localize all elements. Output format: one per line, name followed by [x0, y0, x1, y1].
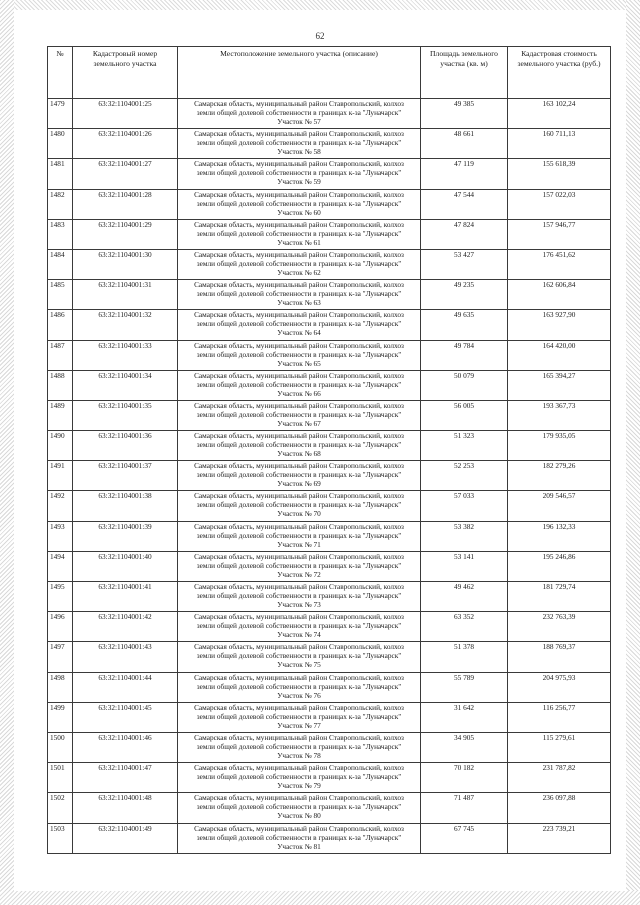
table-row	[48, 793, 611, 823]
cadastral-number: 63:32:1104001:39	[73, 521, 178, 551]
location-line-plot: Участок № 71	[277, 539, 321, 549]
table-row	[48, 249, 611, 279]
location-line-plot: Участок № 60	[277, 207, 321, 217]
table-row	[48, 763, 611, 793]
location-line-region: Самарская область, муниципальный район Ставропольский, колхоз	[194, 642, 404, 652]
row-number: 1482	[48, 189, 73, 219]
plot-area: 47 119	[421, 159, 508, 189]
plot-area: 52 253	[421, 461, 508, 491]
location-line-region: Самарская область, муниципальный район Ставропольский, колхоз	[194, 400, 404, 410]
location-line-ownership: земли общей долевой собственности в границах к-за "Луначарск"	[196, 108, 402, 117]
location-line-region: Самарская область, муниципальный район Ставропольский, колхоз	[194, 280, 404, 290]
table-row	[48, 461, 611, 491]
location-line-ownership: земли общей долевой собственности в границах к-за "Луначарск"	[196, 470, 402, 480]
cadastral-number: 63:32:1104001:49	[73, 823, 178, 853]
location-line-region: Самарская область, муниципальный район Ставропольский, колхоз	[194, 431, 404, 441]
row-number: 1491	[48, 461, 73, 491]
cadastral-number: 63:32:1104001:29	[73, 219, 178, 249]
location-line-region: Самарская область, муниципальный район Ставропольский, колхоз	[194, 99, 404, 108]
location-line-region: Самарская область, муниципальный район Ставропольский, колхоз	[194, 702, 404, 712]
location-description	[178, 793, 421, 823]
cadastral-cost: 188 769,37	[508, 642, 611, 672]
location-description	[178, 582, 421, 612]
cadastral-cost: 196 132,33	[508, 521, 611, 551]
location-line-ownership: земли общей долевой собственности в границах к-за "Луначарск"	[196, 349, 402, 359]
header-area: Площадь земельного участка (кв. м)	[421, 47, 508, 99]
cadastral-number: 63:32:1104001:28	[73, 189, 178, 219]
plot-area: 49 235	[421, 280, 508, 310]
plot-area: 53 427	[421, 249, 508, 279]
location-description	[178, 702, 421, 732]
plot-area: 49 462	[421, 582, 508, 612]
row-number: 1480	[48, 129, 73, 159]
cadastral-number: 63:32:1104001:47	[73, 763, 178, 793]
location-line-plot: Участок № 73	[277, 600, 321, 609]
location-line-region: Самарская область, муниципальный район Ставропольский, колхоз	[194, 219, 404, 229]
cadastral-cost: 223 739,21	[508, 823, 611, 853]
plot-area: 53 141	[421, 551, 508, 581]
cadastral-cost: 195 246,86	[508, 551, 611, 581]
location-line-ownership: земли общей долевой собственности в границах к-за "Луначарск"	[196, 741, 402, 751]
plot-area: 48 661	[421, 129, 508, 159]
table-row	[48, 99, 611, 129]
cadastral-number: 63:32:1104001:35	[73, 400, 178, 430]
table-row	[48, 400, 611, 430]
location-line-ownership: земли общей долевой собственности в границах к-за "Луначарск"	[196, 591, 402, 600]
location-description	[178, 370, 421, 400]
row-number: 1495	[48, 582, 73, 612]
location-description	[178, 763, 421, 793]
table-row	[48, 189, 611, 219]
cadastral-cost: 176 451,62	[508, 249, 611, 279]
cadastral-cost: 181 729,74	[508, 582, 611, 612]
plot-area: 70 182	[421, 763, 508, 793]
table-row	[48, 612, 611, 642]
cadastral-cost: 160 711,13	[508, 129, 611, 159]
location-line-ownership: земли общей долевой собственности в границах к-за "Луначарск"	[196, 258, 402, 268]
location-line-ownership: земли общей долевой собственности в границах к-за "Луначарск"	[196, 500, 402, 510]
location-description	[178, 159, 421, 189]
table-row	[48, 551, 611, 581]
cadastral-number: 63:32:1104001:46	[73, 732, 178, 762]
cadastral-number: 63:32:1104001:44	[73, 672, 178, 702]
location-description	[178, 732, 421, 762]
location-line-ownership: земли общей долевой собственности в границах к-за "Луначарск"	[196, 681, 402, 691]
plot-area: 34 905	[421, 732, 508, 762]
row-number: 1500	[48, 732, 73, 762]
row-number: 1496	[48, 612, 73, 642]
plot-area: 71 487	[421, 793, 508, 823]
cadastral-number: 63:32:1104001:42	[73, 612, 178, 642]
land-plots-table	[47, 46, 611, 854]
location-description	[178, 672, 421, 702]
location-description	[178, 551, 421, 581]
location-description	[178, 400, 421, 430]
location-description	[178, 219, 421, 249]
table-row	[48, 823, 611, 853]
location-description	[178, 310, 421, 340]
location-line-plot: Участок № 61	[277, 237, 321, 247]
location-line-region: Самарская область, муниципальный район Ставропольский, колхоз	[194, 732, 404, 742]
row-number: 1501	[48, 763, 73, 793]
location-line-ownership: земли общей долевой собственности в границах к-за "Луначарск"	[196, 621, 402, 631]
location-description	[178, 189, 421, 219]
location-line-plot: Участок № 77	[277, 720, 321, 730]
cadastral-cost: 163 102,24	[508, 99, 611, 129]
row-number: 1485	[48, 280, 73, 310]
row-number: 1483	[48, 219, 73, 249]
location-description	[178, 99, 421, 129]
cadastral-cost: 164 420,00	[508, 340, 611, 370]
location-line-ownership: земли общей долевой собственности в границах к-за "Луначарск"	[196, 409, 402, 419]
row-number: 1487	[48, 340, 73, 370]
location-line-plot: Участок № 69	[277, 479, 321, 489]
cadastral-cost: 232 763,39	[508, 612, 611, 642]
cadastral-number: 63:32:1104001:38	[73, 491, 178, 521]
location-line-region: Самарская область, муниципальный район Ставропольский, колхоз	[194, 672, 404, 682]
row-number: 1497	[48, 642, 73, 672]
location-line-region: Самарская область, муниципальный район Ставропольский, колхоз	[194, 823, 404, 833]
header-cadastral-cost: Кадастровая стоимость земельного участка (руб.)	[508, 47, 611, 99]
plot-area: 47 824	[421, 219, 508, 249]
location-line-plot: Участок № 76	[277, 690, 321, 700]
cadastral-cost: 157 946,77	[508, 219, 611, 249]
table-row	[48, 310, 611, 340]
cadastral-number: 63:32:1104001:25	[73, 99, 178, 129]
scan-noise-left	[0, 0, 14, 905]
table-row	[48, 129, 611, 159]
location-line-region: Самарская область, муниципальный район Ставропольский, колхоз	[194, 763, 404, 773]
location-line-ownership: земли общей долевой собственности в границах к-за "Луначарск"	[196, 319, 402, 329]
row-number: 1481	[48, 159, 73, 189]
location-line-region: Самарская область, муниципальный район Ставропольский, колхоз	[194, 159, 404, 169]
location-line-region: Самарская область, муниципальный район Ставропольский, колхоз	[194, 461, 404, 471]
location-line-ownership: земли общей долевой собственности в границах к-за "Луначарск"	[196, 198, 402, 208]
cadastral-number: 63:32:1104001:48	[73, 793, 178, 823]
table-row	[48, 702, 611, 732]
location-line-ownership: земли общей долевой собственности в границах к-за "Луначарск"	[196, 651, 402, 661]
cadastral-cost: 165 394,27	[508, 370, 611, 400]
row-number: 1493	[48, 521, 73, 551]
location-line-plot: Участок № 65	[277, 358, 321, 368]
row-number: 1490	[48, 431, 73, 461]
plot-area: 49 385	[421, 99, 508, 129]
location-line-region: Самарская область, муниципальный район Ставропольский, колхоз	[194, 491, 404, 501]
table-row	[48, 280, 611, 310]
table-row	[48, 159, 611, 189]
page-number: 62	[315, 31, 325, 41]
location-description	[178, 129, 421, 159]
table-row	[48, 431, 611, 461]
row-number: 1503	[48, 823, 73, 853]
scan-noise-top	[0, 0, 640, 10]
location-line-region: Самарская область, муниципальный район Ставропольский, колхоз	[194, 370, 404, 380]
location-line-plot: Участок № 72	[277, 569, 321, 579]
location-line-plot: Участок № 59	[277, 177, 321, 187]
location-line-ownership: земли общей долевой собственности в границах к-за "Луначарск"	[196, 772, 402, 782]
cadastral-number: 63:32:1104001:40	[73, 551, 178, 581]
location-line-region: Самарская область, муниципальный район Ставропольский, колхоз	[194, 310, 404, 320]
location-line-plot: Участок № 64	[277, 328, 321, 338]
location-description	[178, 612, 421, 642]
plot-area: 55 789	[421, 672, 508, 702]
location-line-plot: Участок № 79	[277, 781, 321, 791]
location-line-ownership: земли общей долевой собственности в границах к-за "Луначарск"	[196, 440, 402, 450]
plot-area: 51 323	[421, 431, 508, 461]
cadastral-cost: 162 606,84	[508, 280, 611, 310]
plot-area: 49 635	[421, 310, 508, 340]
table-row	[48, 732, 611, 762]
cadastral-number: 63:32:1104001:37	[73, 461, 178, 491]
location-description	[178, 491, 421, 521]
cadastral-cost: 155 618,39	[508, 159, 611, 189]
row-number: 1488	[48, 370, 73, 400]
location-description	[178, 249, 421, 279]
cadastral-cost: 236 097,88	[508, 793, 611, 823]
row-number: 1502	[48, 793, 73, 823]
plot-area: 49 784	[421, 340, 508, 370]
location-description	[178, 340, 421, 370]
location-line-region: Самарская область, муниципальный район Ставропольский, колхоз	[194, 521, 404, 531]
cadastral-cost: 116 256,77	[508, 702, 611, 732]
location-line-ownership: земли общей долевой собственности в границах к-за "Луначарск"	[196, 711, 402, 721]
table-body	[48, 99, 611, 854]
location-line-ownership: земли общей долевой собственности в границах к-за "Луначарск"	[196, 228, 402, 238]
row-number: 1499	[48, 702, 73, 732]
plot-area: 63 352	[421, 612, 508, 642]
location-description	[178, 461, 421, 491]
plot-area: 56 005	[421, 400, 508, 430]
table-row	[48, 582, 611, 612]
table-row	[48, 340, 611, 370]
table-row	[48, 642, 611, 672]
table-row	[48, 521, 611, 551]
location-description	[178, 642, 421, 672]
location-line-plot: Участок № 58	[277, 147, 321, 157]
cadastral-number: 63:32:1104001:26	[73, 129, 178, 159]
header-cadastral-number: Кадастровый номер земельного участка	[73, 47, 178, 99]
location-line-plot: Участок № 67	[277, 418, 321, 428]
location-line-plot: Участок № 63	[277, 298, 321, 308]
cadastral-number: 63:32:1104001:27	[73, 159, 178, 189]
location-line-region: Самарская область, муниципальный район Ставропольский, колхоз	[194, 793, 404, 803]
plot-area: 31 642	[421, 702, 508, 732]
table-row	[48, 491, 611, 521]
table-row	[48, 219, 611, 249]
cadastral-number: 63:32:1104001:31	[73, 280, 178, 310]
cadastral-number: 63:32:1104001:34	[73, 370, 178, 400]
location-line-ownership: земли общей долевой собственности в границах к-за "Луначарск"	[196, 560, 402, 570]
cadastral-number: 63:32:1104001:32	[73, 310, 178, 340]
location-line-region: Самарская область, муниципальный район Ставропольский, колхоз	[194, 189, 404, 199]
location-line-plot: Участок № 70	[277, 509, 321, 519]
cadastral-number: 63:32:1104001:36	[73, 431, 178, 461]
location-line-plot: Участок № 62	[277, 267, 321, 277]
cadastral-number: 63:32:1104001:45	[73, 702, 178, 732]
cadastral-cost: 193 367,73	[508, 400, 611, 430]
header-location: Местоположение земельного участка (описание)	[178, 47, 421, 99]
row-number: 1492	[48, 491, 73, 521]
cadastral-cost: 231 787,82	[508, 763, 611, 793]
table-row	[48, 370, 611, 400]
cadastral-number: 63:32:1104001:30	[73, 249, 178, 279]
location-line-region: Самарская область, муниципальный район Ставропольский, колхоз	[194, 249, 404, 259]
location-line-region: Самарская область, муниципальный район Ставропольский, колхоз	[194, 582, 404, 591]
location-line-ownership: земли общей долевой собственности в границах к-за "Луначарск"	[196, 168, 402, 178]
row-number: 1494	[48, 551, 73, 581]
table-row	[48, 672, 611, 702]
row-number: 1489	[48, 400, 73, 430]
table-header-row	[48, 47, 611, 99]
location-line-ownership: земли общей долевой собственности в границах к-за "Луначарск"	[196, 138, 402, 148]
location-description	[178, 823, 421, 853]
location-description	[178, 521, 421, 551]
plot-area: 50 079	[421, 370, 508, 400]
location-line-region: Самарская область, муниципальный район Ставропольский, колхоз	[194, 551, 404, 561]
cadastral-cost: 209 546,57	[508, 491, 611, 521]
header-number: №	[48, 47, 73, 99]
row-number: 1484	[48, 249, 73, 279]
location-line-plot: Участок № 75	[277, 660, 321, 670]
cadastral-number: 63:32:1104001:33	[73, 340, 178, 370]
location-line-ownership: земли общей долевой собственности в границах к-за "Луначарск"	[196, 802, 402, 812]
cadastral-cost: 204 975,93	[508, 672, 611, 702]
row-number: 1479	[48, 99, 73, 129]
location-line-ownership: земли общей долевой собственности в границах к-за "Луначарск"	[196, 832, 402, 842]
location-line-region: Самарская область, муниципальный район Ставропольский, колхоз	[194, 340, 404, 350]
location-line-plot: Участок № 78	[277, 750, 321, 760]
plot-area: 57 033	[421, 491, 508, 521]
cadastral-number: 63:32:1104001:41	[73, 582, 178, 612]
location-line-plot: Участок № 81	[277, 841, 321, 851]
plot-area: 47 544	[421, 189, 508, 219]
row-number: 1498	[48, 672, 73, 702]
plot-area: 53 382	[421, 521, 508, 551]
cadastral-number: 63:32:1104001:43	[73, 642, 178, 672]
location-line-ownership: земли общей долевой собственности в границах к-за "Луначарск"	[196, 530, 402, 540]
plot-area: 67 745	[421, 823, 508, 853]
location-description	[178, 280, 421, 310]
location-line-ownership: земли общей долевой собственности в границах к-за "Луначарск"	[196, 289, 402, 299]
location-line-plot: Участок № 74	[277, 630, 321, 640]
row-number: 1486	[48, 310, 73, 340]
cadastral-cost: 163 927,90	[508, 310, 611, 340]
location-line-plot: Участок № 68	[277, 449, 321, 459]
location-line-region: Самарская область, муниципальный район Ставропольский, колхоз	[194, 129, 404, 139]
location-line-plot: Участок № 57	[277, 117, 321, 126]
location-line-plot: Участок № 80	[277, 811, 321, 821]
scan-noise-right	[626, 0, 640, 905]
cadastral-cost: 182 279,26	[508, 461, 611, 491]
location-line-plot: Участок № 66	[277, 388, 321, 398]
plot-area: 51 378	[421, 642, 508, 672]
location-line-region: Самарская область, муниципальный район Ставропольский, колхоз	[194, 612, 404, 622]
location-description	[178, 431, 421, 461]
cadastral-cost: 157 022,03	[508, 189, 611, 219]
cadastral-cost: 179 935,05	[508, 431, 611, 461]
scan-noise-bottom	[0, 891, 640, 905]
cadastral-cost: 115 279,61	[508, 732, 611, 762]
location-line-ownership: земли общей долевой собственности в границах к-за "Луначарск"	[196, 379, 402, 389]
